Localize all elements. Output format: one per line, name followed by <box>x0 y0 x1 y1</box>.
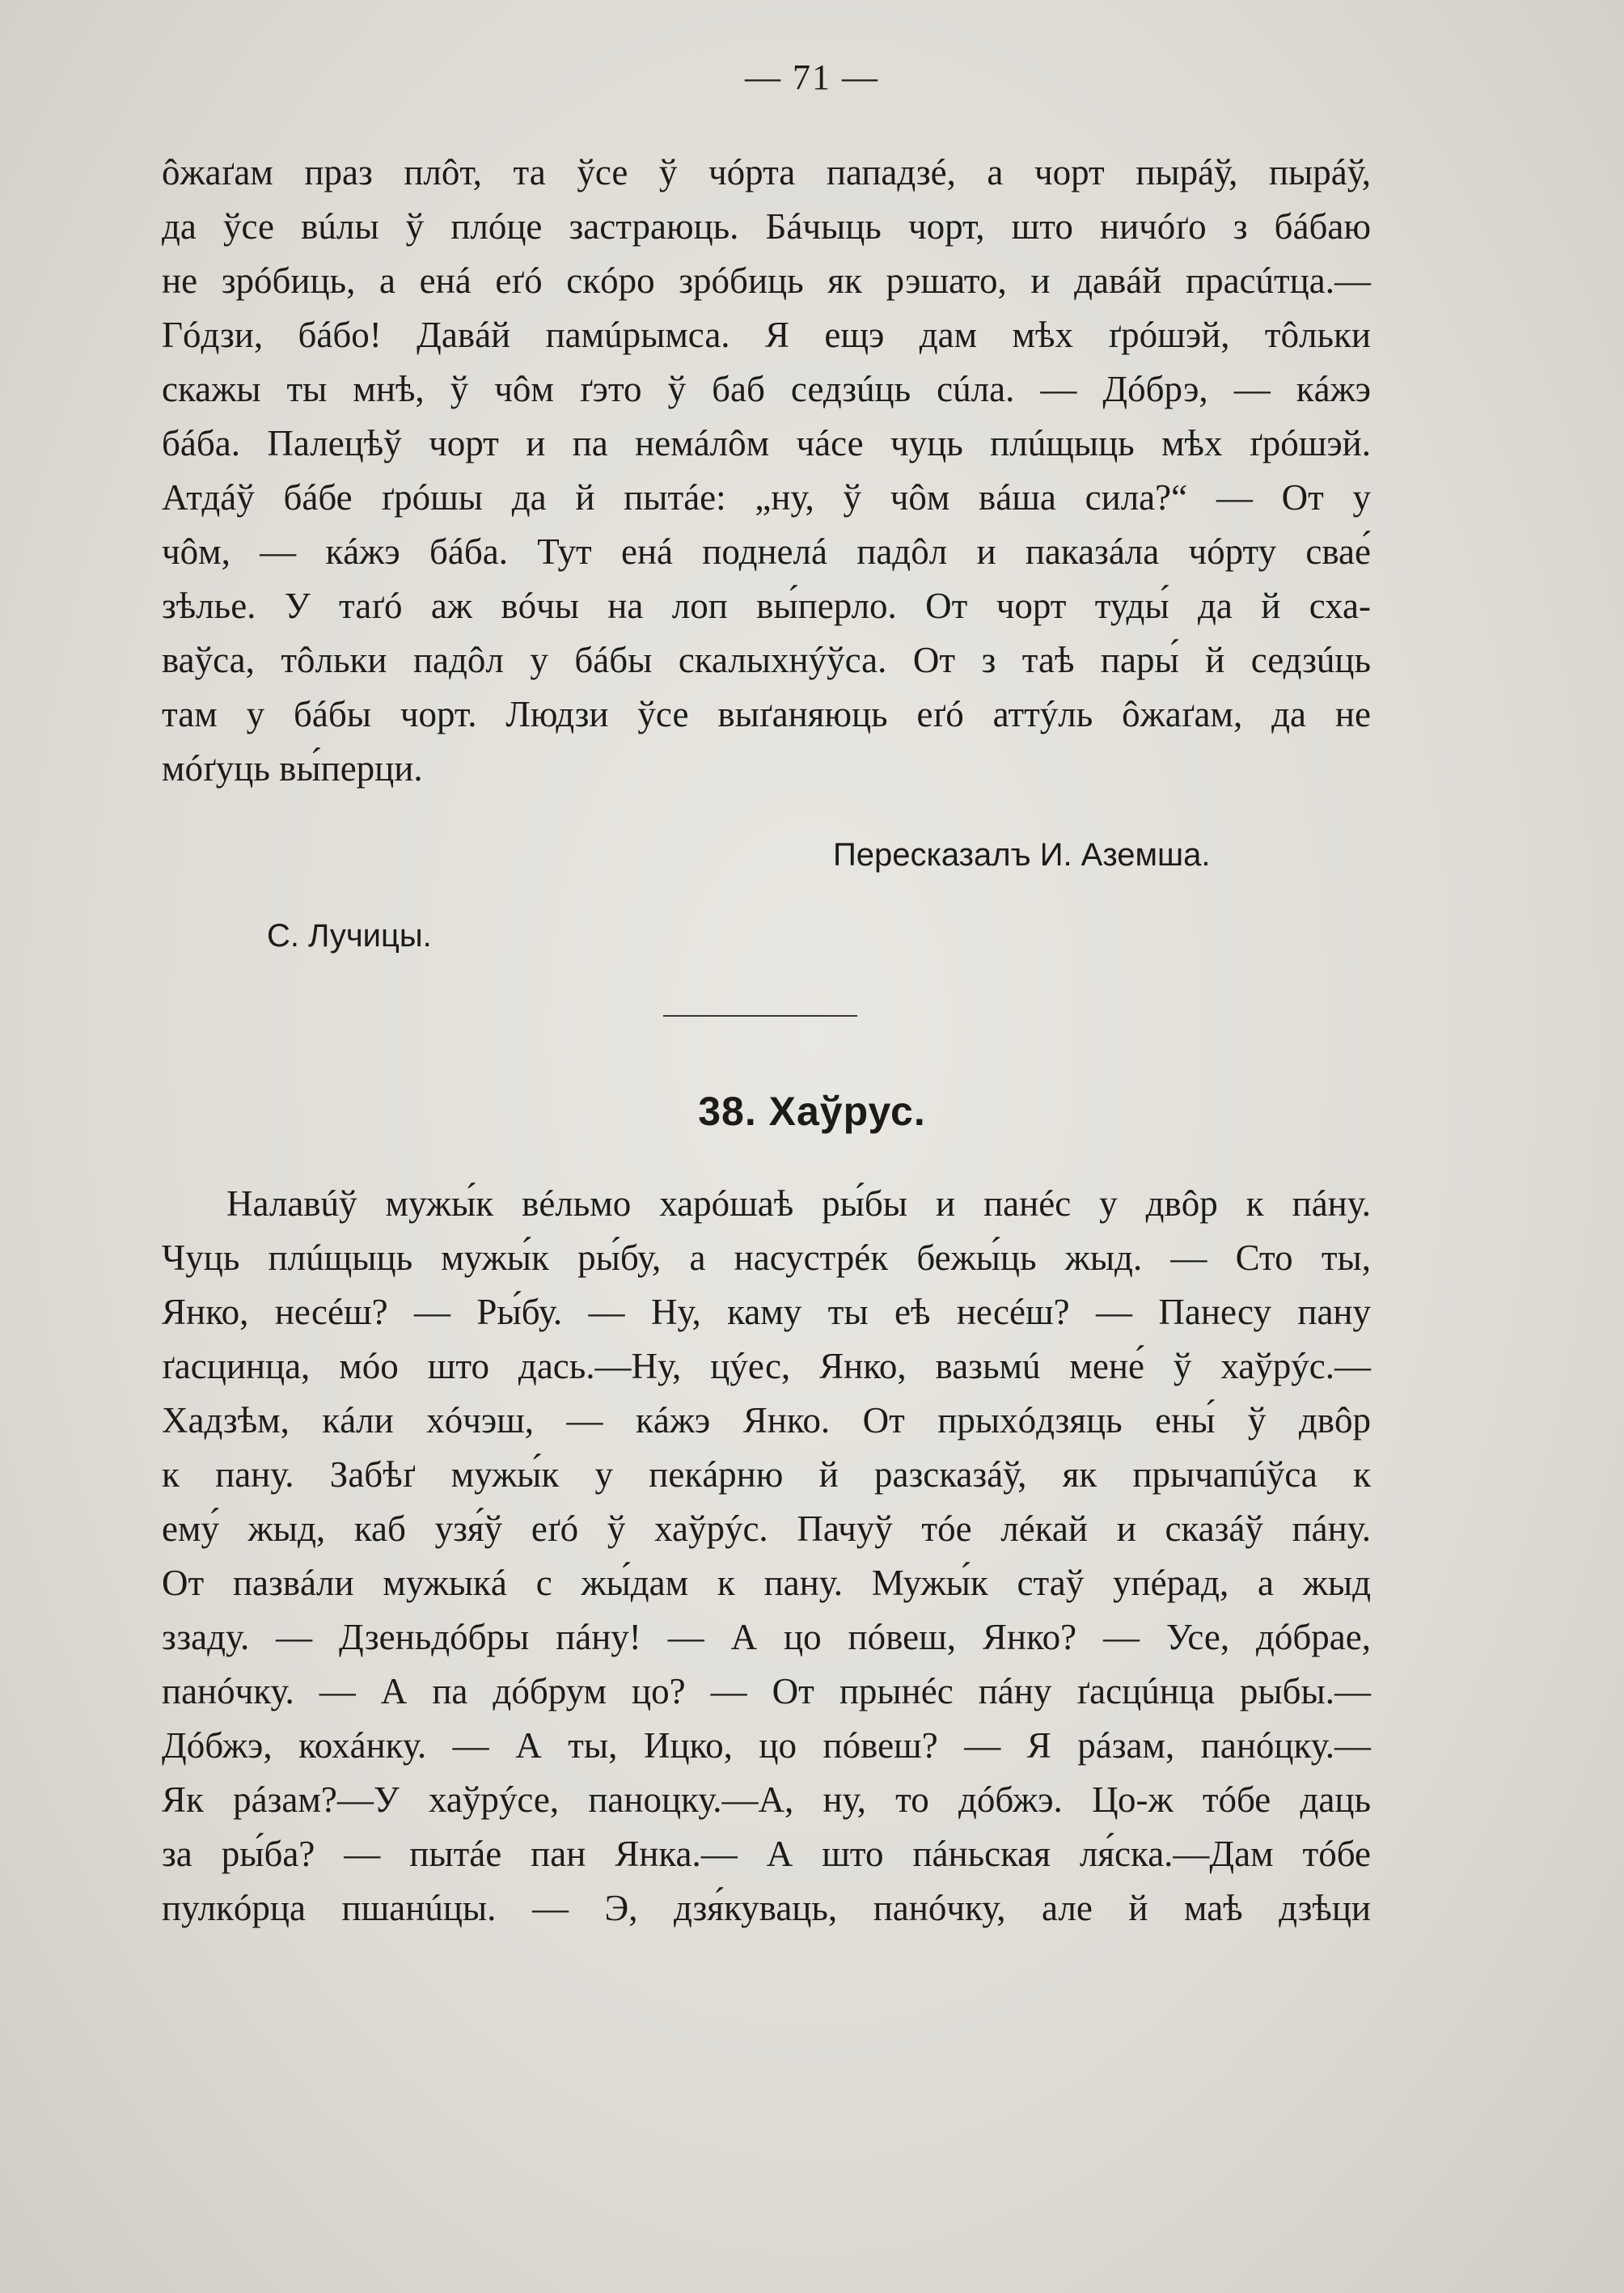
text-line: Янко, несéш? — Ры́бу. — Ну, каму ты еѣ несéш? — Панесу пану <box>162 1292 1371 1332</box>
page-number: — 71 — <box>745 57 879 97</box>
text-line: скажы ты мнѣ, ў чôм ґэто ў баб седзúць сúла. — Дóбрэ, — кáжэ <box>162 369 1371 409</box>
text-line: да ўсе вúлы ў плóце застраюць. Бáчыць чорт, што ничóґо з бáбаю <box>162 206 1371 247</box>
text-line: за ры́ба? — пытáе пан Янка.— А што пáньская ля́ска.—Дам тóбе <box>162 1834 1371 1874</box>
text-line: зѣлье. У таґó аж вóчы на лоп вы́перло. От чорт туды́ да й сха- <box>162 586 1371 626</box>
text-line: Дóбжэ, кохáнку. — А ты, Ицко, цо пóвеш? — Я рáзам, панóцку.— <box>162 1725 1371 1766</box>
text-line: ґасцинца, мóо што дась.—Ну, цýес, Янко, вазьмú мене́ ў хаўрýс.— <box>162 1346 1371 1386</box>
text-line: пулкóрца пшанúцы. — Э, дзя́куваць, панóчку, але й маѣ дзѣци <box>162 1888 1371 1928</box>
text-line: Як рáзам?—У хаўрýсе, паноцку.—А, ну, то дóбжэ. Цо-ж тóбе даць <box>162 1779 1371 1820</box>
text-line: бáба. Палецѣў чорт и па немáлôм чáсе чуць плúщыць мѣх ґрóшэй. <box>162 423 1371 463</box>
place-name: С. Лучицы. <box>267 918 432 954</box>
text-line: ему́ жыд, каб узя́ў еґó ў хаўрýс. Пачуў тóе лéкай и сказáў пáну. <box>162 1508 1371 1549</box>
text-line: мóґуць вы́перци. <box>162 748 423 789</box>
text-line: Хадзѣм, кáли хóчэш, — кáжэ Янко. От прыхóдзяць ены́ ў двôр <box>162 1400 1371 1441</box>
text-line: Атдáў бáбе ґрóшы да й пытáе: „ну, ў чôм вáша сила?“ — От у <box>162 477 1371 518</box>
text-line: к пану. Забѣґ мужы́к у пекáрню й разсказáў, як прычапúўса к <box>162 1454 1371 1495</box>
narrator-signature: Пересказалъ И. Аземша. <box>833 837 1211 873</box>
text-line: панóчку. — А па дóбрум цо? — От прынéс пáну ґасцúнца рыбы.— <box>162 1671 1371 1711</box>
section-divider <box>663 1015 857 1017</box>
bottom-paragraph <box>162 1177 1371 1936</box>
text-line: От пазвáли мужыкá с жы́дам к пану. Мужы́к стаў упéрад, а жыд <box>162 1563 1371 1603</box>
text-line: Чуць плúщыць мужы́к ры́бу, а насустрéк бежы́ць жыд. — Сто ты, <box>162 1237 1371 1278</box>
text-line: там у бáбы чорт. Людзи ўсе выґаняюць еґó аттýль ôжаґам, да не <box>162 694 1371 734</box>
text-line: чôм, — кáжэ бáба. Тут енá поднелá падôл и паказáла чóрту свае́ <box>162 531 1371 572</box>
top-paragraph <box>162 146 1371 796</box>
text-line: Налавúў мужы́к вéльмо харóшаѣ ры́бы и панéс у двôр к пáну. <box>226 1183 1371 1224</box>
story-heading: 38. Хаўрус. <box>698 1089 926 1134</box>
text-line: не зрóбиць, а енá еґó скóро зрóбиць як рэшато, и давáй прасúтца.— <box>162 260 1371 301</box>
text-line: ваўса, тôльки падôл у бáбы скалыхнýўса. От з таѣ пары́ й седзúць <box>162 640 1371 680</box>
text-line: ôжаґам праз плôт, та ўсе ў чóрта пападзé, а чорт пырáў, пырáў, <box>162 152 1371 192</box>
text-line: Гóдзи, бáбо! Давáй памúрымса. Я ещэ дам мѣх ґрóшэй, тôльки <box>162 315 1371 355</box>
text-line: ззаду. — Дзеньдóбры пáну! — А цо пóвеш, Янко? — Усе, дóбрае, <box>162 1617 1371 1657</box>
